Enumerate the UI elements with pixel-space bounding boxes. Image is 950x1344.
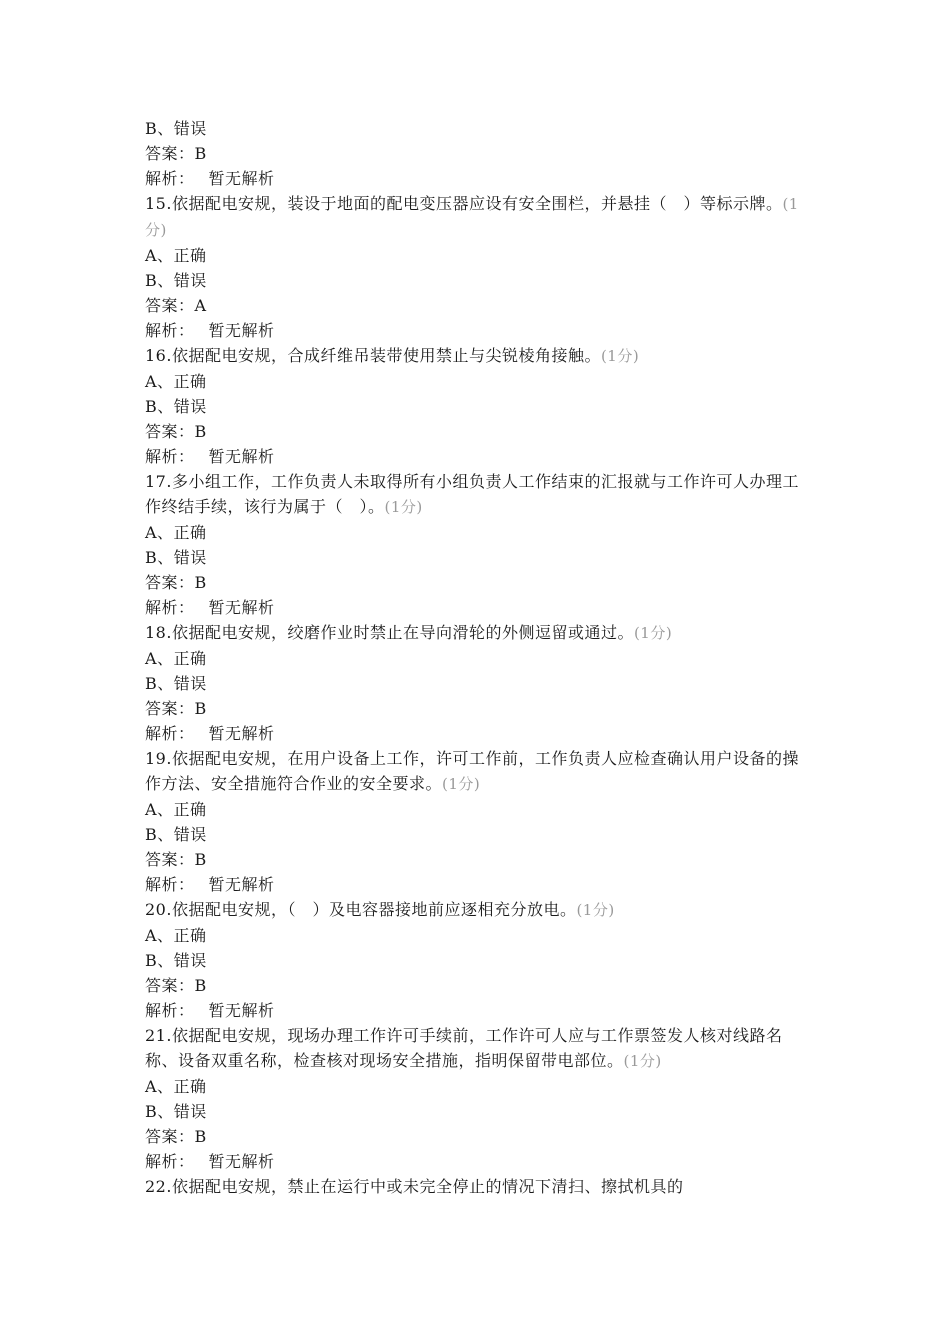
analysis-label: 解析： (145, 598, 195, 617)
question-19 (145, 746, 810, 897)
answer-line: 答案：B (145, 850, 207, 869)
analysis-line (145, 166, 810, 191)
question-text: 19.依据配电安规，在用户设备上工作，许可工作前，工作负责人应检查确认用户设备的操作方法、安全措施符合作业的安全要求。(1分) (145, 749, 799, 793)
analysis-line (145, 318, 810, 343)
option-a: A、正确 (145, 246, 207, 265)
option-b: B、错误 (145, 548, 207, 567)
question-text: 18.依据配电安规，绞磨作业时禁止在导向滑轮的外侧逗留或通过。(1分) (145, 623, 673, 642)
option-a: A、正确 (145, 800, 207, 819)
answer-line: 答案：A (145, 296, 207, 315)
question-15 (145, 191, 810, 343)
answer-line: 答案：B (145, 976, 207, 995)
question-21 (145, 1023, 810, 1174)
option-a: A、正确 (145, 926, 207, 945)
option-a: A、正确 (145, 649, 207, 668)
question-list (145, 116, 810, 1199)
option-b: B、错误 (145, 397, 207, 416)
score-label: (1分) (442, 775, 481, 793)
answer-line: 答案：B (145, 422, 207, 441)
analysis-text: 暂无解析 (208, 169, 275, 188)
option-b: B、错误 (145, 1102, 207, 1121)
question-text: 16.依据配电安规，合成纤维吊装带使用禁止与尖锐棱角接触。(1分) (145, 346, 640, 365)
answer-line: 答案：B (145, 699, 207, 718)
score-label: (1分) (623, 1052, 662, 1070)
analysis-label: 解析： (145, 169, 195, 188)
analysis-text: 暂无解析 (208, 1001, 275, 1020)
analysis-text: 暂无解析 (208, 598, 275, 617)
analysis-text: 暂无解析 (208, 321, 275, 340)
analysis-line (145, 595, 810, 620)
analysis-label: 解析： (145, 875, 195, 894)
option-a: A、正确 (145, 523, 207, 542)
analysis-text: 暂无解析 (208, 447, 275, 466)
score-label: (1分) (384, 498, 423, 516)
option-a: A、正确 (145, 372, 207, 391)
score-label: (1分) (145, 195, 799, 239)
question-text: 22.依据配电安规，禁止在运行中或未完全停止的情况下清扫、擦拭机具的 (145, 1177, 684, 1196)
option-b: B、错误 (145, 951, 207, 970)
score-label: (1分) (600, 347, 640, 365)
question-text: 20.依据配电安规，（ ）及电容器接地前应逐相充分放电。(1分) (145, 900, 615, 919)
answer-line: 答案：B (145, 573, 207, 592)
previous-question-fragment (145, 116, 810, 191)
analysis-label: 解析： (145, 447, 195, 466)
analysis-label: 解析： (145, 724, 195, 743)
option-b: B、错误 (145, 119, 207, 138)
analysis-line (145, 998, 810, 1023)
analysis-line (145, 721, 810, 746)
question-18 (145, 620, 810, 746)
question-22-fragment (145, 1174, 810, 1199)
analysis-text: 暂无解析 (208, 724, 275, 743)
score-label: (1分) (633, 624, 673, 642)
analysis-label: 解析： (145, 321, 195, 340)
analysis-line (145, 444, 810, 469)
answer-line: 答案：B (145, 144, 207, 163)
analysis-text: 暂无解析 (208, 1152, 275, 1171)
analysis-line (145, 1149, 810, 1174)
score-label: (1分) (576, 901, 615, 919)
question-16 (145, 343, 810, 469)
question-text: 21.依据配电安规，现场办理工作许可手续前，工作许可人应与工作票签发人核对线路名称、设备双重名称，检查核对现场安全措施，指明保留带电部位。(1分) (145, 1026, 783, 1070)
analysis-label: 解析： (145, 1001, 195, 1020)
question-20 (145, 897, 810, 1023)
answer-line: 答案：B (145, 1127, 207, 1146)
option-b: B、错误 (145, 825, 207, 844)
analysis-label: 解析： (145, 1152, 195, 1171)
question-text: 15.依据配电安规，装设于地面的配电变压器应设有安全围栏，并悬挂（ ）等标示牌。(1分) (145, 194, 799, 239)
question-text: 17.多小组工作，工作负责人未取得所有小组负责人工作结束的汇报就与工作许可人办理工作终结手续，该行为属于（ ）。(1分) (145, 472, 799, 516)
option-b: B、错误 (145, 271, 207, 290)
option-a: A、正确 (145, 1077, 207, 1096)
analysis-line (145, 872, 810, 897)
question-17 (145, 469, 810, 620)
analysis-text: 暂无解析 (208, 875, 275, 894)
option-b: B、错误 (145, 674, 207, 693)
